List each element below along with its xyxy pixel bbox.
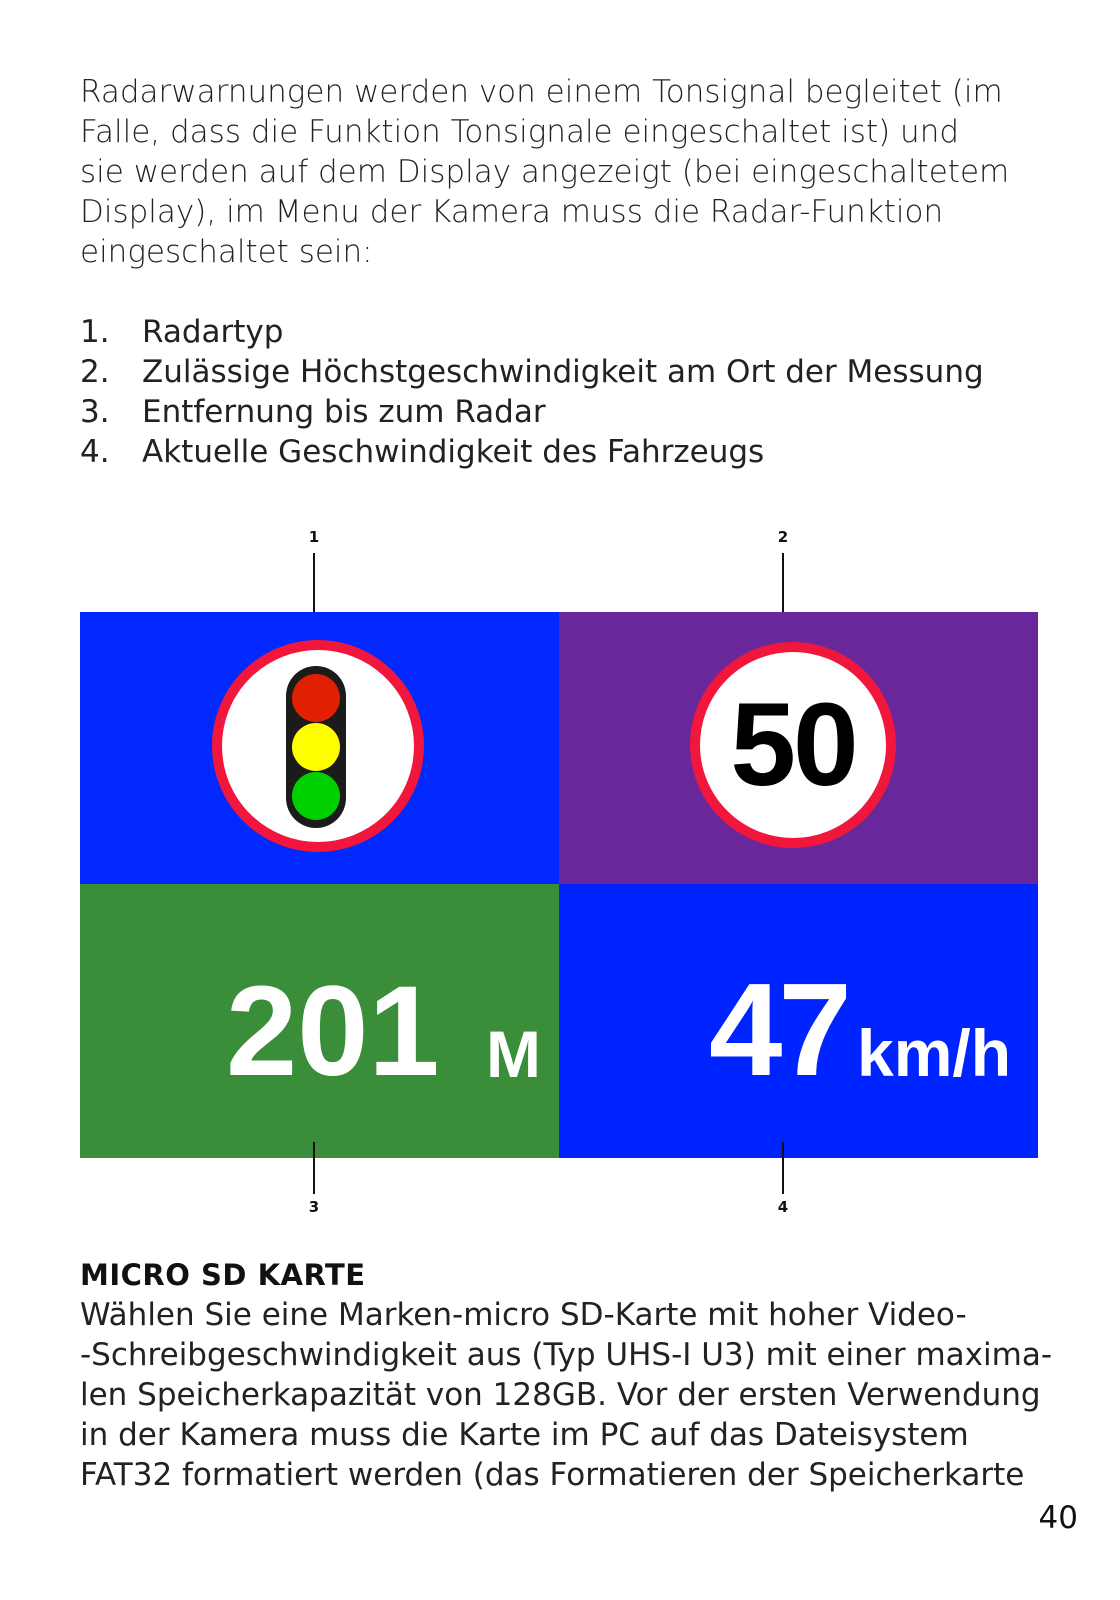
speed-limit-value: 50 — [730, 679, 856, 811]
callout-line-4 — [782, 1142, 784, 1194]
list-item-number: 2. — [80, 354, 110, 390]
distance-unit: M — [486, 1017, 541, 1091]
distance-panel — [80, 884, 559, 1158]
radar-type-sign — [212, 640, 424, 852]
list-item-number: 1. — [80, 314, 110, 350]
section-line: -Schreibgeschwindigkeit aus (Typ UHS-I U3) mit einer maxima- — [80, 1337, 1053, 1373]
vehicle-speed-panel — [559, 884, 1038, 1158]
intro-line: Display), im Menu der Kamera muss die Radar-Funktion — [80, 194, 944, 230]
section-line: Wählen Sie eine Marken-micro SD-Karte mit hoher Video- — [80, 1297, 967, 1333]
section-line: len Speicherkapazität von 128GB. Vor der ersten Verwendung — [80, 1377, 1041, 1413]
section-line: in der Kamera muss die Karte im PC auf das Dateisystem — [80, 1417, 969, 1453]
callout-number-4: 4 — [777, 1198, 789, 1216]
traffic-light-icon — [286, 666, 346, 828]
distance-value: 201 — [226, 960, 440, 1103]
callout-line-3 — [313, 1142, 315, 1194]
green-lamp — [292, 772, 340, 820]
callout-line-2 — [782, 553, 784, 612]
list-item-text: Aktuelle Geschwindigkeit des Fahrzeugs — [142, 434, 765, 470]
section-paragraph — [80, 1295, 1053, 1495]
section-heading: MICRO SD KARTE — [80, 1258, 366, 1292]
yellow-lamp — [292, 723, 340, 771]
intro-line: Falle, dass die Funktion Tonsignale eingeschaltet ist) und — [80, 114, 960, 150]
list-item-text: Zulässige Höchstgeschwindigkeit am Ort der Messung — [142, 354, 984, 390]
vehicle-speed-unit: km/h — [857, 1016, 1012, 1090]
radar-type-panel — [80, 612, 559, 884]
speed-limit-sign — [690, 642, 896, 848]
callout-number-3: 3 — [308, 1198, 320, 1216]
section-line: FAT32 formatiert werden (das Formatieren der Speicherkarte — [80, 1457, 1025, 1493]
vehicle-speed-value: 47 — [709, 956, 848, 1103]
list-item — [80, 392, 1040, 432]
page-number: 40 — [1038, 1500, 1078, 1536]
intro-line: eingeschaltet sein: — [80, 234, 373, 270]
speed-limit-panel — [559, 612, 1038, 884]
red-lamp — [292, 674, 340, 722]
callout-number-2: 2 — [777, 528, 789, 546]
list-item-number: 3. — [80, 394, 110, 430]
display-elements-list — [80, 312, 1040, 472]
intro-paragraph — [80, 72, 1040, 272]
list-item-text: Radartyp — [142, 314, 284, 350]
intro-line: sie werden auf dem Display angezeigt (bei eingeschaltetem — [80, 154, 1010, 190]
list-item-number: 4. — [80, 434, 110, 470]
list-item — [80, 312, 1040, 352]
callout-line-1 — [313, 553, 315, 612]
list-item — [80, 432, 1040, 472]
callout-number-1: 1 — [308, 528, 320, 546]
list-item — [80, 352, 1040, 392]
intro-line: Radarwarnungen werden von einem Tonsignal begleitet (im — [80, 74, 1003, 110]
list-item-text: Entfernung bis zum Radar — [142, 394, 546, 430]
